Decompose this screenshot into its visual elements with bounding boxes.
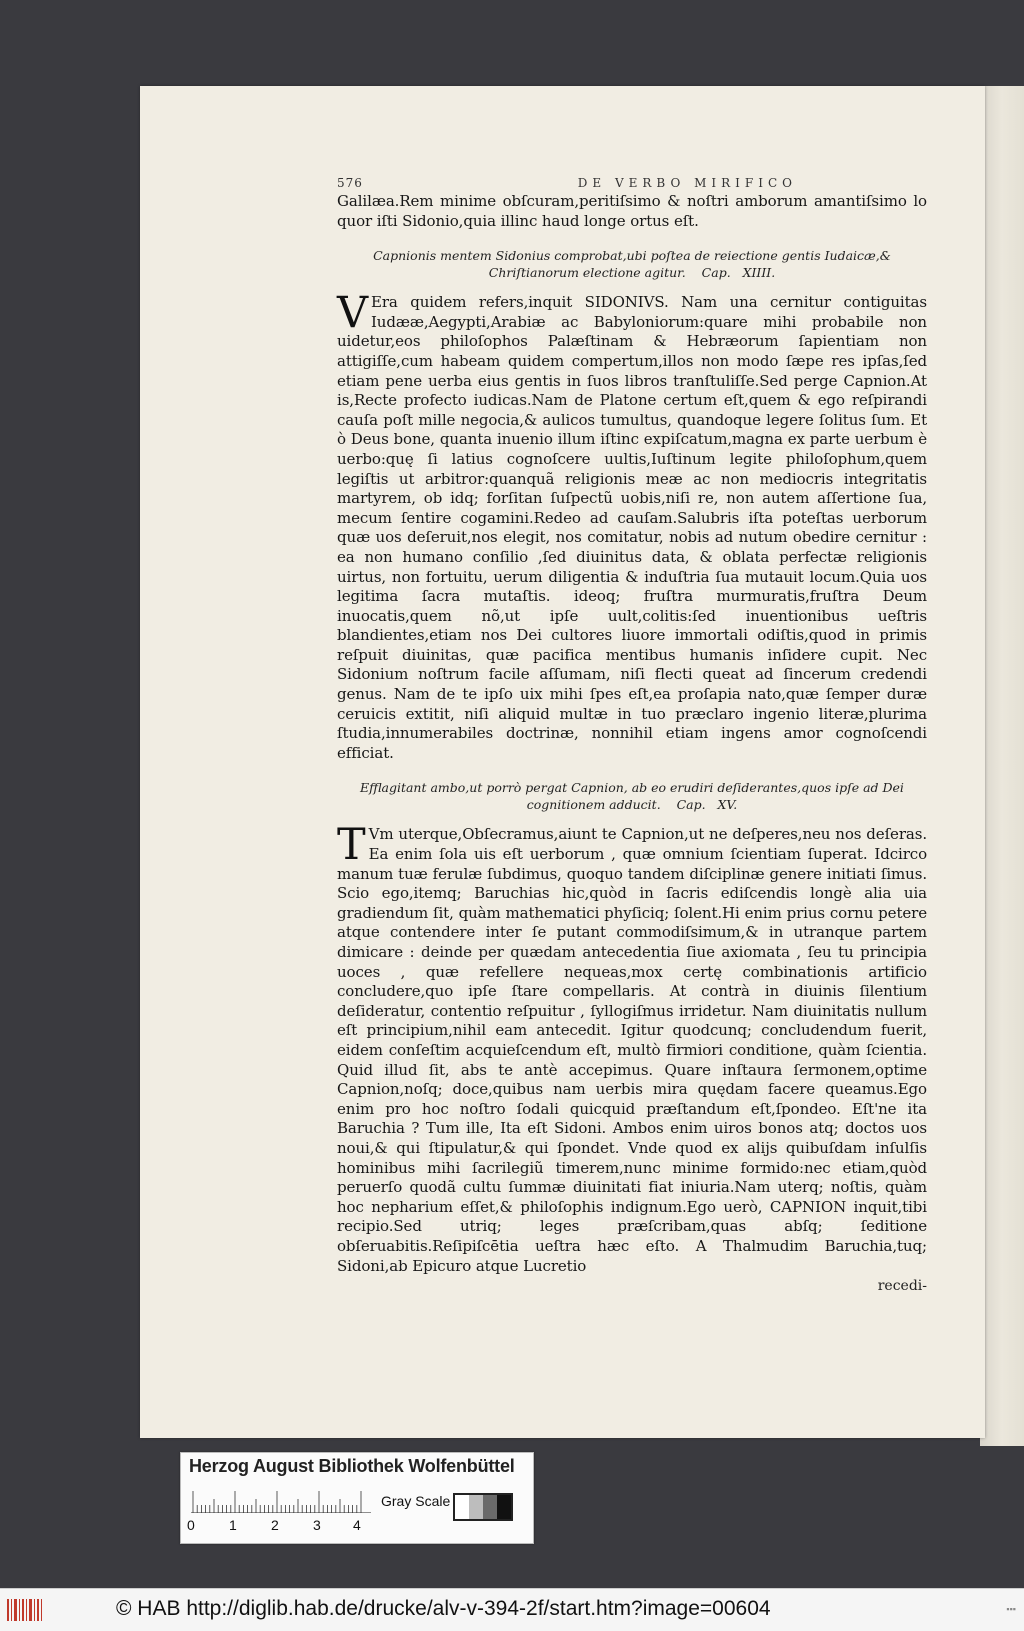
running-head: DE VERBO MIRIFICO [577,176,797,190]
ruler-label-2: 2 [271,1517,279,1533]
chapter-15-number: XV. [717,797,738,813]
opening-paragraph: Galilæa.Rem minime obſcuram,peritiſsimo & noſtri amborum amantiſsimo lo quor iſti Sidonio,quia illinc haud longe ortus eſt. [337,192,927,230]
chapter-15-body: Vm uterque,Obſecramus,aiunt te Capnion,ut ne deſperes,neu nos deſeras. Ea enim ſola uis eſt uerborum , quæ omnium ſcientiam ſuperat. Idcirco manum tuæ ferulæ ſubdimus, quoquo tandem diſciplinæ genere initiati ſimus. Scio ego,itemq; Baruchias hic,quòd in ſacris ediſcendis longè alia uia gradiendum ſit, quàm mathematici phyſiciq; ſolent.Hi enim prius cornu petere atque contendere inter ſe putant commodiſsimum,& in utranque partem dimicare : deinde per quædam antecedentia ſiue axiomata , ſeu tu principia uoces , quæ refellere nequeas,mox certę combinationis artificio concludere,quo ipſe ſtare compellaris. At contrà in diuinis ſilentium deſideratur, contentio reſpuitur , ſyllogiſmus irridetur. Nam diuinitatis nullum eſt principium,nihil eam antecedit. Igitur quodcunq; concludendum fuerit, eidem conſeſtim acquieſcendum eſt, multò firmiori conditione, quàm ſcientia. Quid illud ſit, abs te antè accepimus. Quare inſtaura ſermonem,optime Capnion,noſq; doce,quibus nam uerbis mira quędam facere queamus.Ego enim pro hoc noſtro ſodali quicquid præſtandum eſt,ſpondeo. Eſt'ne ita Baruchia ? Tum ille, Ita eſt Sidoni. Ambos enim uiros bonos atq; doctos uos noui,& qui ſtipulatur,& qui ſpondet. Vnde quod ex alijs quibuſdam inſulſis hominibus mihi ſacrilegiũ timerem,nunc minime formido:nec etiam,quòd peruerſo quodã cultu ſummæ diuinitati fiat iniuria.Nam uterq; noſtis, quàm hoc nepharium eſſet,& philoſophis indignum.Ego uerò, CAPNION inquit,tibi recipio.Sed utriq; leges præſcribam,quas abſq; ſeditione obſeruabitis.Reſipiſcētia ueſtra hæc eſto. A Thalmudim Baruchia,tuq; Sidoni,ab Epicuro atque Lucretio [337,825,927,1275]
swatch-light-gray [469,1495,483,1519]
chapter-15-text [337,820,927,1276]
chapter-14-text [337,288,927,763]
swatch-white [455,1495,469,1519]
swatch-dark-gray [483,1495,497,1519]
ruler-label-1: 1 [229,1517,237,1533]
card-title: Herzog August Bibliothek Wolfenbüttel [189,1456,515,1476]
page-text-block [337,176,927,1294]
ruler-label-4: 4 [353,1517,361,1533]
chapter-14-cap-label: Cap. [701,265,731,281]
color-calibration-card [180,1452,534,1544]
chapter-15-heading [355,779,909,813]
chapter-15-cap-label: Cap. [676,797,706,813]
barcode-logo-icon [6,1597,46,1623]
chapter-14-dropcap: V [337,288,368,339]
chapter-14-heading-text: Capnionis mentem Sidonius comprobat,ubi poſtea de reiectione gentis Iudaicæ,& Chriſtianorum electione agitur. [373,248,891,281]
page-header [337,176,927,190]
ruler-ticks [191,1489,371,1513]
footer-credit-link[interactable]: © HAB http://diglib.hab.de/drucke/alv-v-394-2f/start.htm?image=00604 [116,1597,771,1620]
ruler-label-0: 0 [187,1517,195,1533]
footer-bar [0,1588,1024,1631]
catchword: recedi- [877,1278,927,1295]
book-page [140,86,985,1438]
chapter-14-body: Era quidem refers,inquit SIDONIVS. Nam una cernitur contiguitas Iudææ,Aegypti,Arabiæ ac Babyloniorum:quare mihi probabile non uidetur,eos philoſophos Palæſtinam & Hebræorum ſapientiam non attigiſſe,cum habeam quidem compertum,illos non modo ſæpe res ipſas,ſed etiam pene uerba eius gentis in ſuos libros tranſtuliſſe.Sed perge Capnion.At is,Recte profecto iudicas.Nam de Platone certum eſt,quem & ego reſpirandi cauſa poſt mille negocia,& aulicos tumultus, quandoque legere ſolitus ſum. Et ò Deus bone, quanta inuenio illum iſtinc expiſcatum,magna ex parte uerbum è uerbo:quę ſi latius cognoſcere uultis,Iuſtinum legite philoſophum,quem legiſtis ut arbitror:quanquã religionis meæ ac non mediocris integritatis martyrem, ob idq; forſitan ſuſpectũ uobis,niſi re, non autem aſſertione ſua, mecum ſentire cogamini.Redeo ad cauſam.Salubris iſta poteſtas uerborum quæ uos deſeruit,nos elegit, nos comitatur, nobis ad nutum obedire cernitur : ea non humano conſilio ,ſed diuinitus data, & oblata perfectæ religionis uirtus, non fortuitu, uerum diligentia & induſtria ſua mutauit locum.Quia uos legitima ſacra mutaſtis. ideoq; fruſtra murmuratis,fruſtra Deum inuocatis,quem nõ,ut ipſe uult,colitis:ſed inuentionibus ueſtris blandientes,etiam nos Dei cultores liuore immortali odiſtis,quod in primis reſpuit diuinitas, quæ pacifica mentibus humanis inſidere cupit. Nec Sidonium noſtrum facile aſſumam, niſi flecti queat ad ſincerum credendi genus. Nam de te ipſo uix mihi ſpes eſt,ea proſapia nato,quæ ſemper duræ ceruicis extitit, niſi aliquid multæ in tuo præclaro ingenio literæ,plurima ſtudia,innumerabiles doctrinæ, nonnihil etiam ingens amor cognoſcendi efficiat. [337,293,927,762]
folio-number: 576 [337,176,363,190]
chapter-14-heading [355,247,909,281]
facing-page-edge [980,86,1024,1446]
chapter-15-heading-text: Efflagitant ambo,ut porrò pergat Capnion, ab eo erudiri deſiderantes,quos ipſe ad Dei cognitionem adducit. [360,780,904,813]
footer-corner-mark: ▪▪▪ [1006,1604,1016,1614]
ruler-label-3: 3 [313,1517,321,1533]
chapter-15-dropcap: T [337,820,366,871]
swatch-black [497,1495,511,1519]
gray-scale-swatch [453,1493,513,1521]
gray-scale-label: Gray Scale [381,1493,451,1509]
chapter-14-number: XIIII. [742,265,776,281]
